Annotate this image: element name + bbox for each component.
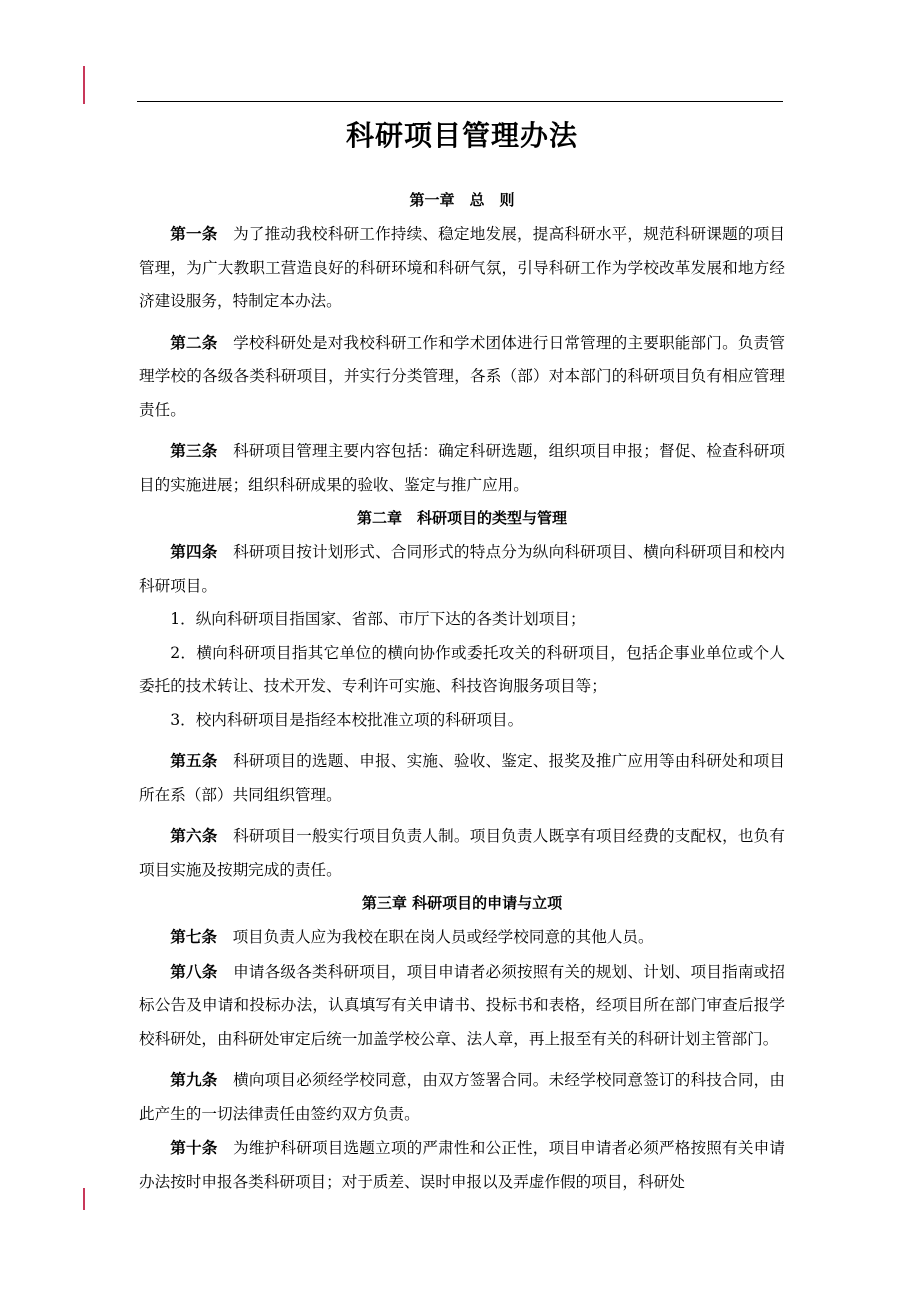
article-text: 项目负责人应为我校在职在岗人员或经学校同意的其他人员。 — [232, 928, 654, 946]
document-title: 科研项目管理办法 — [345, 119, 578, 152]
article-text: 为了推动我校科研工作持续、稳定地发展，提高科研水平，规范科研课题的项目管理，为广大教职工营造良好的科研环境和科研气氛，引导科研工作为学校改革发展和地方经济建设服务，特制定本办法。 — [139, 225, 785, 310]
article-7 — [139, 920, 785, 955]
crop-mark-bottom — [83, 1188, 85, 1210]
article-4-item-3: 3．校内科研项目是指经本校批准立项的科研项目。 — [170, 710, 524, 729]
article-text: 科研项目的选题、申报、实施、验收、鉴定、报奖及推广应用等由科研处和项目所在系（部）共同组织管理。 — [139, 752, 785, 804]
article-4 — [139, 535, 785, 603]
article-text: 科研项目按计划形式、合同形式的特点分为纵向科研项目、横向科研项目和校内科研项目。 — [139, 543, 785, 595]
chapter-heading-2: 第二章 科研项目的类型与管理 — [356, 509, 567, 527]
article-label: 第三条 — [170, 441, 218, 460]
article-4-item-1: 1．纵向科研项目指国家、省部、市厅下达的各类计划项目； — [170, 610, 586, 628]
article-text: 科研项目一般实行项目负责人制。项目负责人既享有项目经费的支配权，也负有项目实施及按期完成的责任。 — [139, 827, 785, 879]
article-text: 为维护科研项目选题立项的严肃性和公正性，项目申请者必须严格按照有关申请办法按时申报各类科研项目；对于质差、误时申报以及弄虚作假的项目，科研处 — [139, 1139, 785, 1191]
article-9 — [139, 1063, 785, 1131]
article-label: 第八条 — [170, 961, 218, 981]
article-text: 横向项目必须经学校同意，由双方签署合同。未经学校同意签订的科技合同，由此产生的一切法律责任由签约双方负责。 — [139, 1071, 785, 1123]
article-label: 第六条 — [170, 826, 218, 845]
article-label: 第四条 — [170, 542, 218, 561]
article-3 — [139, 434, 785, 502]
article-label: 第一条 — [170, 224, 218, 243]
article-label: 第五条 — [170, 751, 218, 770]
article-4-item-2: 2．横向科研项目指其它单位的横向协作或委托攻关的科研项目，包括企事业单位或个人委托的技术转让、技术开发、专利许可实施、科技咨询服务项目等； — [139, 643, 785, 695]
article-1 — [139, 217, 785, 319]
chapter-heading-3: 第三章 科研项目的申请与立项 — [361, 894, 563, 912]
crop-mark-top — [83, 66, 85, 104]
article-label: 第十条 — [170, 1138, 218, 1157]
article-text: 学校科研处是对我校科研工作和学术团体进行日常管理的主要职能部门。负责管理学校的各级各类科研项目，并实行分类管理，各系（部）对本部门的科研项目负有相应管理责任。 — [139, 333, 785, 419]
chapter-heading-1: 第一章 总 则 — [409, 191, 515, 209]
article-label: 第二条 — [170, 332, 218, 352]
article-label: 第九条 — [170, 1070, 218, 1089]
article-6 — [139, 819, 785, 887]
article-text: 申请各级各类科研项目，项目申请者必须按照有关的规划、计划、项目指南或招标公告及申请和投标办法，认真填写有关申请书、投标书和表格，经项目所在部门审查后报学校科研处，由科研处审定后统一加盖学校公章、法人章，再上报至有关的科研计划主管部门。 — [139, 962, 785, 1048]
article-5 — [139, 744, 785, 812]
article-10 — [139, 1131, 785, 1199]
header-rule — [137, 101, 783, 102]
article-label: 第七条 — [170, 927, 217, 946]
article-2 — [139, 326, 785, 428]
article-text: 科研项目管理主要内容包括：确定科研选题，组织项目申报；督促、检查科研项目的实施进展；组织科研成果的验收、鉴定与推广应用。 — [139, 442, 785, 494]
document-body — [139, 110, 785, 1199]
article-8 — [139, 955, 785, 1057]
